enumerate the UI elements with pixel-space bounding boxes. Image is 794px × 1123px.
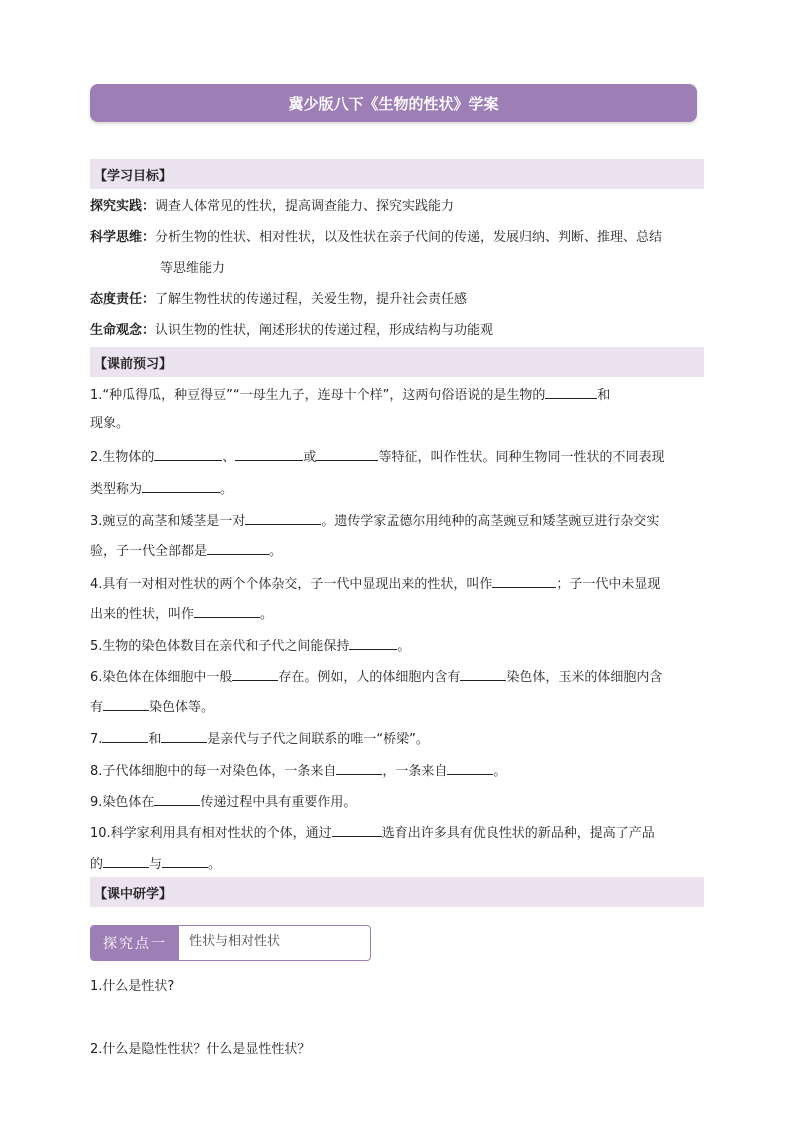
preview-q2: 2.生物体的 、 或 等特征，叫作性状。同种生物同一性状的不同表现 (90, 446, 664, 468)
answer-blank[interactable] (194, 603, 260, 618)
section-study: 【课中研学】 (90, 877, 704, 907)
answer-blank[interactable] (332, 822, 382, 837)
answer-blank[interactable] (103, 696, 149, 711)
objective-practice: 探究实践：调查人体常见的性状，提高调查能力、探究实践能力 (90, 199, 455, 214)
preview-q5: 5.生物的染色体数目在亲代和子代之间能保持 。 (90, 635, 410, 657)
answer-blank[interactable] (142, 478, 220, 493)
answer-blank[interactable] (245, 510, 321, 525)
answer-blank[interactable] (545, 384, 597, 399)
answer-blank[interactable] (316, 446, 378, 461)
preview-q1-cont: 现象。 (90, 416, 130, 431)
study-question-2: 2.什么是隐性性状？什么是显性性状？ (90, 1042, 311, 1057)
explore-point-topic: 性状与相对性状 (189, 934, 281, 949)
explore-point-tag: 探究点一 (91, 926, 179, 960)
preview-q8: 8.子代体细胞中的每一对染色体，一条来自 ，一条来自 。 (90, 760, 506, 782)
preview-q6: 6.染色体在体细胞中一般 存在。例如，人的体细胞内含有 染色体，玉米的体细胞内含 (90, 666, 662, 688)
preview-q6-cont: 有 染色体等。 (90, 696, 214, 718)
answer-blank[interactable] (460, 666, 506, 681)
answer-blank[interactable] (492, 573, 556, 588)
section-objectives: 【学习目标】 (90, 159, 704, 189)
objective-thinking: 科学思维：分析生物的性状、相对性状，以及性状在亲子代间的传递，发展归纳、判断、推理、总结 (90, 230, 663, 245)
answer-blank[interactable] (447, 760, 493, 775)
study-question-1: 1.什么是性状? (90, 979, 175, 994)
preview-q7: 7. 和 是亲代与子代之间联系的唯一“桥梁”。 (90, 728, 429, 750)
answer-blank[interactable] (161, 728, 207, 743)
answer-blank[interactable] (232, 666, 278, 681)
section-preview: 【课前预习】 (90, 347, 704, 377)
objective-attitude: 态度责任：了解生物性状的传递过程，关爱生物，提升社会责任感 (90, 292, 468, 307)
document-title: 冀少版八下《生物的性状》学案 (90, 84, 697, 122)
answer-blank[interactable] (154, 446, 222, 461)
objective-concept: 生命观念：认识生物的性状，阐述形状的传递过程，形成结构与功能观 (90, 323, 494, 338)
answer-blank[interactable] (349, 635, 397, 650)
objective-thinking-cont: 等思维能力 (160, 261, 226, 276)
preview-q4-cont: 出来的性状，叫作 。 (90, 603, 273, 625)
preview-q10: 10.科学家利用具有相对性状的个体，通过 选育出许多具有优良性状的新品种，提高了产品 (90, 822, 655, 844)
answer-blank[interactable] (336, 760, 382, 775)
preview-q9: 9.染色体在 传递过程中具有重要作用。 (90, 791, 356, 813)
answer-blank[interactable] (103, 853, 149, 868)
answer-blank[interactable] (162, 853, 208, 868)
preview-q3-cont: 验，子一代全部都是 。 (90, 540, 282, 562)
answer-blank[interactable] (207, 540, 269, 555)
preview-q10-cont: 的 与 。 (90, 853, 221, 875)
preview-q1: 1.“种瓜得瓜，种豆得豆”“一母生九子，连母十个样”，这两句俗语说的是生物的 和 (90, 384, 610, 406)
answer-blank[interactable] (102, 728, 148, 743)
explore-point-box (90, 925, 371, 961)
preview-q4: 4.具有一对相对性状的两个个体杂交，子一代中显现出来的性状，叫作 ；子一代中未显现 (90, 573, 660, 595)
preview-q3: 3.豌豆的高茎和矮茎是一对 。遗传学家孟德尔用纯种的高茎豌豆和矮茎豌豆进行杂交实 (90, 510, 659, 532)
preview-q2-cont: 类型称为 。 (90, 478, 233, 500)
answer-blank[interactable] (154, 791, 200, 806)
answer-blank[interactable] (235, 446, 303, 461)
